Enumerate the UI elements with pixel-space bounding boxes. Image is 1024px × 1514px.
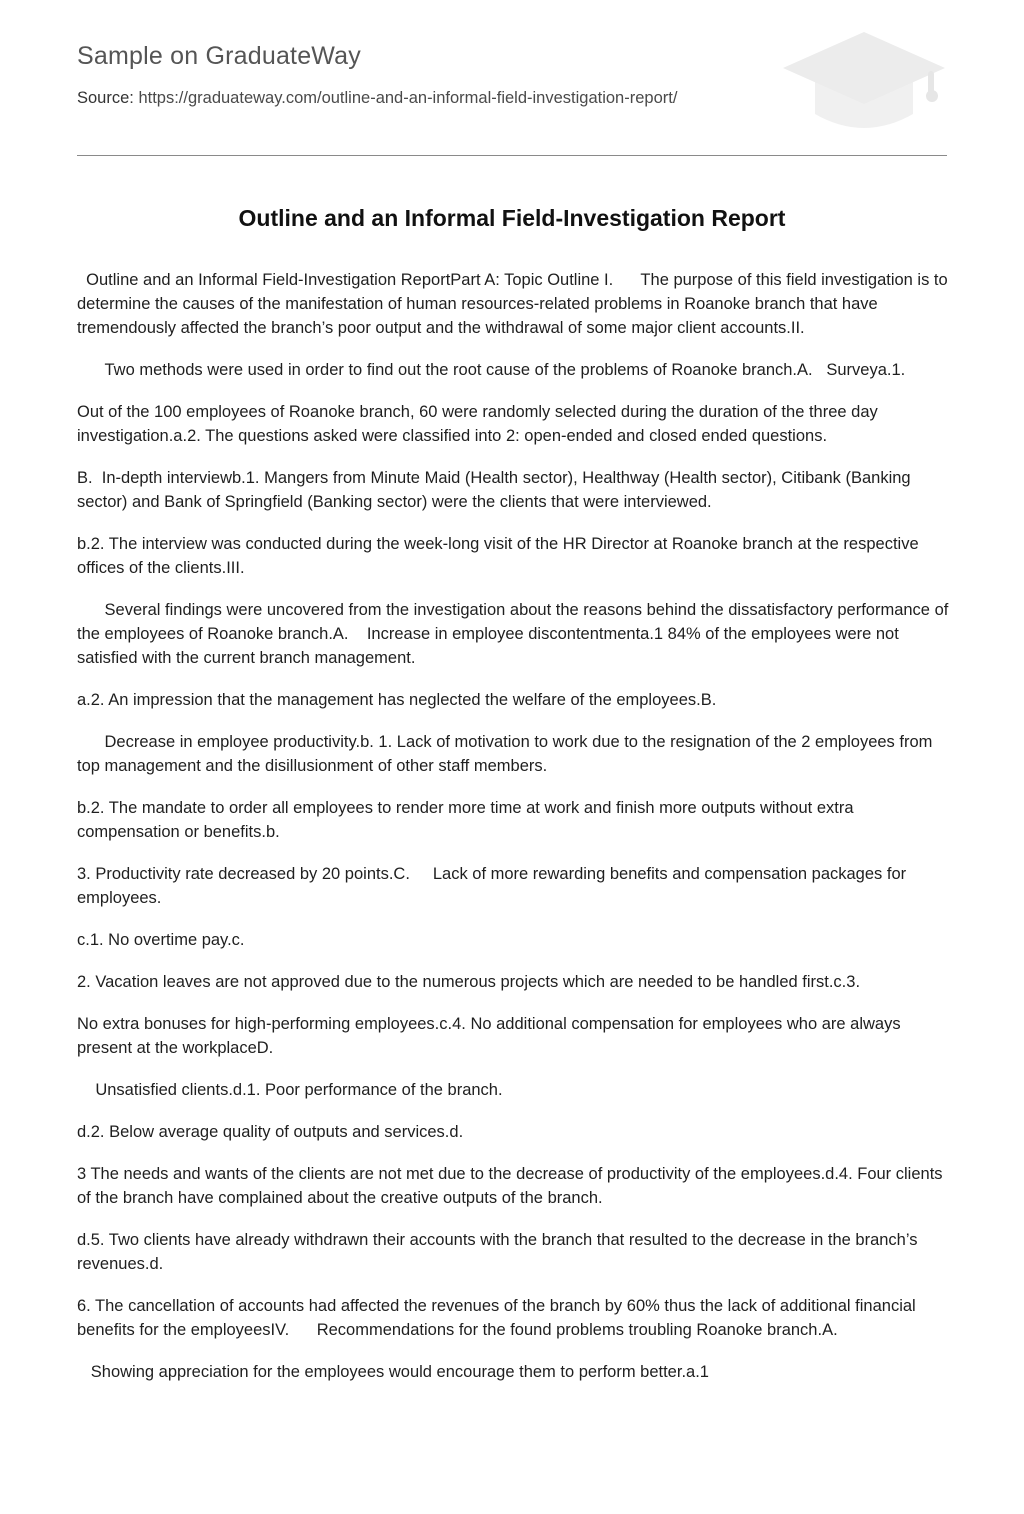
source-link[interactable]: https://graduateway.com/outline-and-an-informal-field-investigation-report/ bbox=[138, 89, 678, 107]
body-paragraph: 6. The cancellation of accounts had affected the revenues of the branch by 60% thus the lack of additional financial benefits for the employeesIV. Recommendations for the found problems troubling Roanoke branch.A. bbox=[77, 1297, 921, 1339]
document-body bbox=[77, 268, 951, 1402]
body-paragraph: 3. Productivity rate decreased by 20 points.C. Lack of more rewarding benefits and compensation packages for employees. bbox=[77, 865, 911, 907]
body-paragraph: d.5. Two clients have already withdrawn their accounts with the branch that resulted to the decrease in the branch’s revenues.d. bbox=[77, 1231, 923, 1273]
body-paragraph: a.2. An impression that the management has neglected the welfare of the employees.B. bbox=[77, 691, 717, 709]
body-paragraph: Several findings were uncovered from the investigation about the reasons behind the dissatisfactory performance of the employees of Roanoke branch.A. Increase in employee discontentmenta.1 84% of the employees were not satisfied with the current branch management. bbox=[77, 601, 953, 667]
source-line bbox=[77, 89, 677, 108]
body-paragraph: Outline and an Informal Field-Investigation ReportPart A: Topic Outline I. The purpose of this field investigation is to determine the causes of the manifestation of human resources-related problems in Roanoke branch that have tremendously affected the branch’s poor output and the withdrawal of some major client accounts.II. bbox=[77, 271, 953, 337]
header-divider bbox=[77, 155, 947, 156]
site-title: Sample on GraduateWay bbox=[77, 42, 361, 70]
body-paragraph: Showing appreciation for the employees would encourage them to perform better.a.1 bbox=[77, 1363, 709, 1381]
graduation-cap-icon bbox=[781, 30, 947, 134]
body-paragraph: b.2. The interview was conducted during the week-long visit of the HR Director at Roanoke branch at the respective offices of the clients.III. bbox=[77, 535, 924, 577]
body-paragraph: 3 The needs and wants of the clients are not met due to the decrease of productivity of the employees.d.4. Four clients of the branch have complained about the creative outputs of the branch. bbox=[77, 1165, 948, 1207]
body-paragraph: d.2. Below average quality of outputs and services.d. bbox=[77, 1123, 464, 1141]
body-paragraph: Two methods were used in order to find out the root cause of the problems of Roanoke branch.A. Surveya.1. bbox=[77, 361, 906, 379]
body-paragraph: b.2. The mandate to order all employees to render more time at work and finish more outputs without extra compensation or benefits.b. bbox=[77, 799, 859, 841]
body-paragraph: B. In-depth interviewb.1. Mangers from Minute Maid (Health sector), Healthway (Health sector), Citibank (Banking sector) and Bank of Springfield (Banking sector) were the clients that were interviewed. bbox=[77, 469, 916, 511]
source-label: Source: bbox=[77, 89, 139, 107]
body-paragraph: No extra bonuses for high-performing employees.c.4. No additional compensation for employees who are always present at the workplaceD. bbox=[77, 1015, 906, 1057]
body-paragraph: Out of the 100 employees of Roanoke branch, 60 were randomly selected during the duration of the three day investigation.a.2. The questions asked were classified into 2: open-ended and closed ended questions. bbox=[77, 403, 883, 445]
page-header bbox=[77, 0, 947, 156]
body-paragraph: c.1. No overtime pay.c. bbox=[77, 931, 245, 949]
body-paragraph: Decrease in employee productivity.b. 1. Lack of motivation to work due to the resignation of the 2 employees from top management and the disillusionment of other staff members. bbox=[77, 733, 937, 775]
body-paragraph: Unsatisfied clients.d.1. Poor performance of the branch. bbox=[77, 1081, 503, 1099]
document-title: Outline and an Informal Field-Investigation Report bbox=[238, 205, 786, 231]
body-paragraph: 2. Vacation leaves are not approved due to the numerous projects which are needed to be handled first.c.3. bbox=[77, 973, 861, 991]
